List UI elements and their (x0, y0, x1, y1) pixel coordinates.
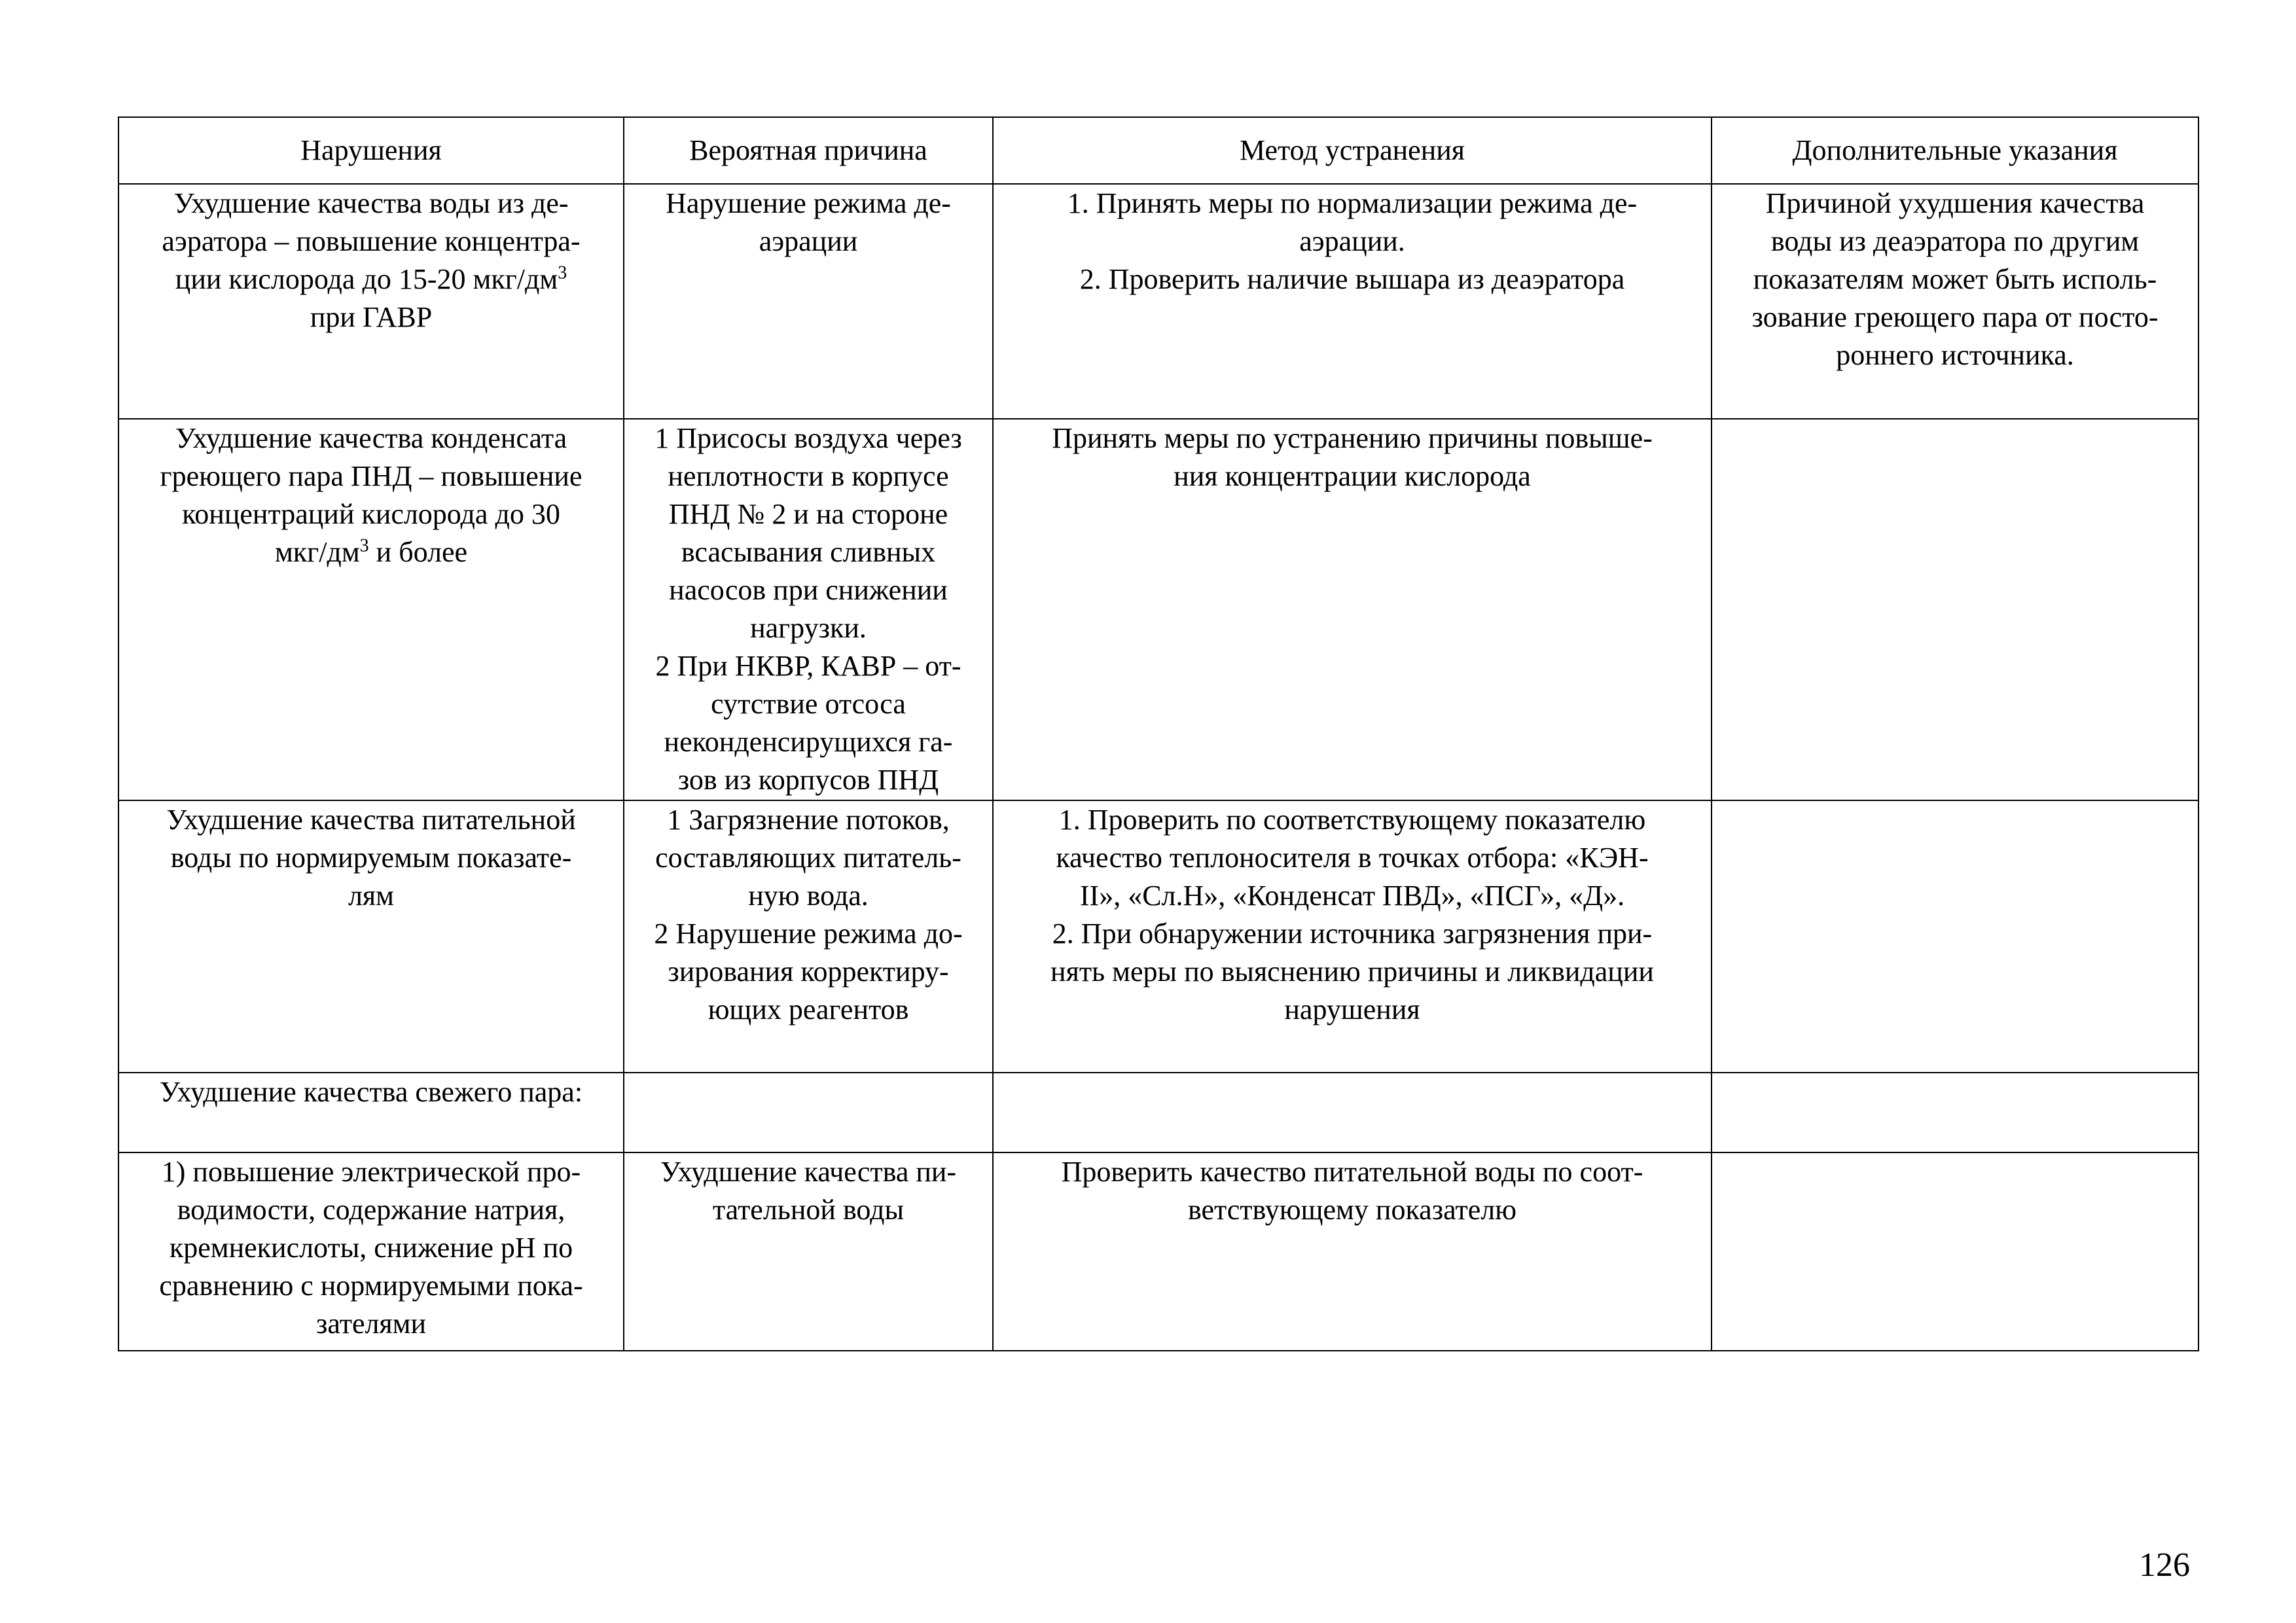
violation-text: Ухудшение качества конденсата греющего пара ПНД – повышение концентраций кислорода до 30 мкг/дм (160, 422, 583, 568)
method-cell: Проверить качество питательной воды по соот- ветствующему показателю (993, 1152, 1712, 1351)
table-row (118, 800, 2198, 1073)
table-row (118, 419, 2198, 800)
cause-cell: 1 Загрязнение потоков, составляющих питатель- ную вода. 2 Нарушение режима до- зирования корректиру- ющих реагентов (624, 800, 993, 1073)
violation-cell: Ухудшение качества свежего пара: (118, 1073, 624, 1152)
method-cell: 1. Принять меры по нормализации режима де- аэрации. 2. Проверить наличие вышара из деаэратора (993, 184, 1712, 419)
page-number: 126 (2139, 1546, 2190, 1584)
troubleshooting-table (118, 116, 2199, 1351)
table-row (118, 184, 2198, 419)
cause-cell (624, 1073, 993, 1152)
notes-cell (1712, 419, 2198, 800)
violation-text: Ухудшение качества воды из де- аэратора – повышение концентра- ции кислорода до 15-20 мкг/дм (162, 187, 581, 295)
table-row (118, 1073, 2198, 1152)
violation-cell (118, 419, 624, 800)
method-cell (993, 1073, 1712, 1152)
notes-cell (1712, 800, 2198, 1073)
table-row (118, 1152, 2198, 1351)
cause-cell: 1 Присосы воздуха через неплотности в корпусе ПНД № 2 и на стороне всасывания сливных насосов при снижении нагрузки. 2 При НКВР, КАВР – от- сутствие отсоса неконденсирущихся га- зов из корпусов ПНД (624, 419, 993, 800)
header-violations: Нарушения (118, 117, 624, 184)
cause-cell: Нарушение режима де- аэрации (624, 184, 993, 419)
header-probable-cause: Вероятная причина (624, 117, 993, 184)
notes-cell (1712, 1152, 2198, 1351)
cause-cell: Ухудшение качества пи- тательной воды (624, 1152, 993, 1351)
violation-cell: 1) повышение электрической про- водимости, содержание натрия, кремнекислоты, снижение рН по сравнению с нормируемыми пока- зателями (118, 1152, 624, 1351)
violation-cell (118, 184, 624, 419)
method-cell: 1. Проверить по соответствующему показателю качество теплоносителя в точках отбора: «КЭН- II», «Сл.Н», «Конденсат ПВД», «ПСГ», «Д». 2. При обнаружении источника загрязнения при- нять меры по выяснению причины и ликвидации нарушения (993, 800, 1712, 1073)
violation-text-tail: и более (368, 536, 468, 568)
method-cell: Принять меры по устранению причины повыше- ния концентрации кислорода (993, 419, 1712, 800)
violation-cell: Ухудшение качества питательной воды по нормируемым показате- лям (118, 800, 624, 1073)
violation-text-tail: при ГАВР (310, 301, 433, 333)
superscript: 3 (359, 535, 369, 556)
notes-cell: Причиной ухудшения качества воды из деаэратора по другим показателям может быть исполь- зование греющего пара от посто- роннего источника. (1712, 184, 2198, 419)
superscript: 3 (558, 262, 567, 283)
header-additional-notes: Дополнительные указания (1712, 117, 2198, 184)
table-header-row (118, 117, 2198, 184)
header-remedy-method: Метод устранения (993, 117, 1712, 184)
notes-cell (1712, 1073, 2198, 1152)
